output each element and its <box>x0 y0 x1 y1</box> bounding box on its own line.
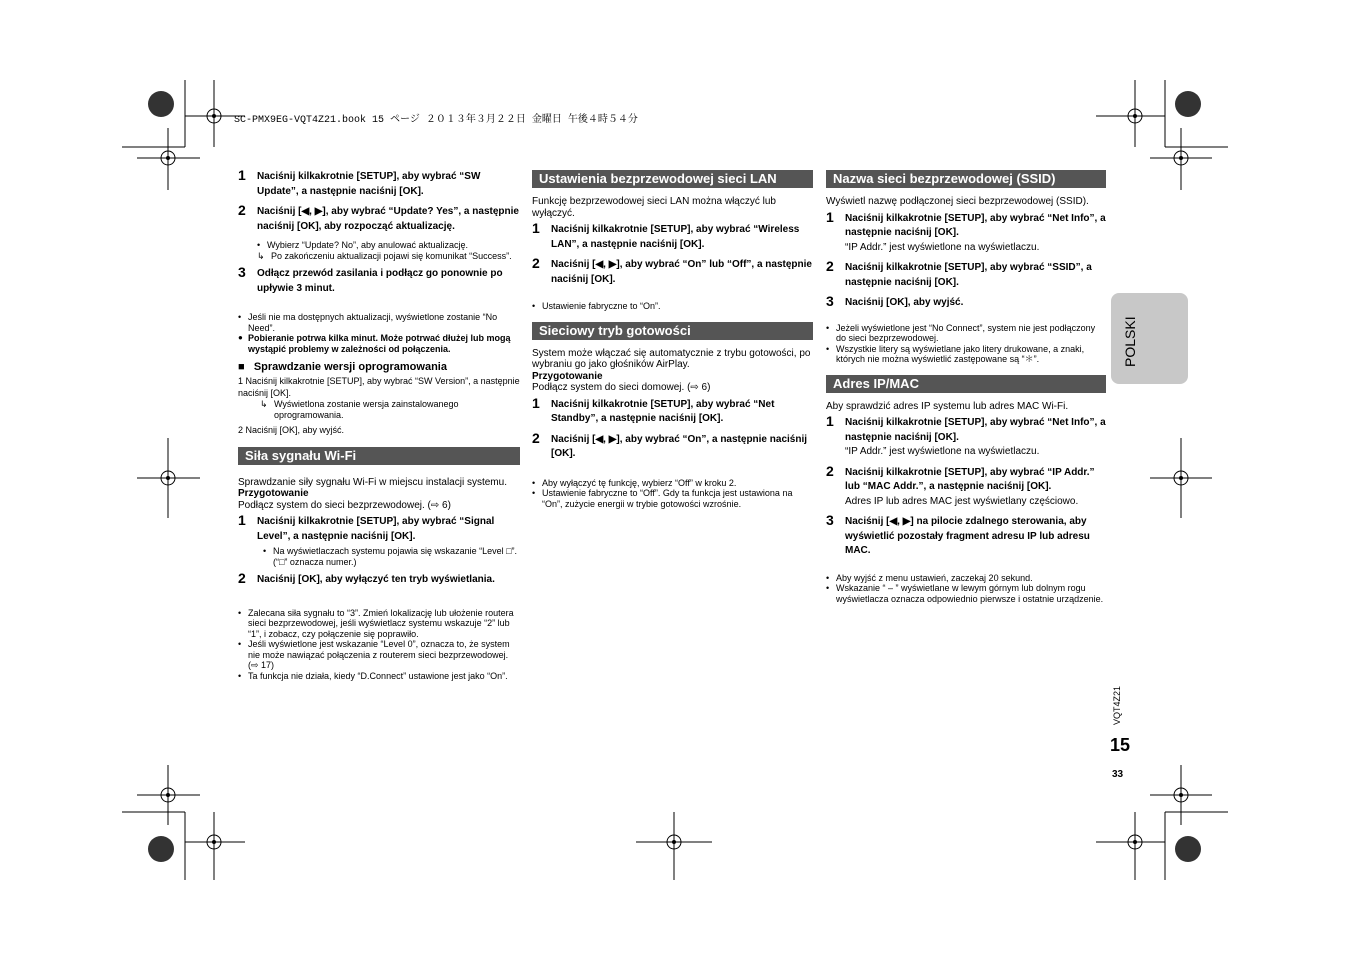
bullet: • Wybierz “Update? No”, aby anulować aktualizację. <box>257 240 520 251</box>
note: • Aby wyjść z menu ustawień, zaczekaj 20 sekund. <box>826 573 1106 584</box>
section-title: Ustawienia bezprzewodowej sieci LAN <box>532 170 813 188</box>
note: • Wskazanie “ – ” wyświetlane w lewym górnym lub dolnym rogu wyświetlacza oznacza odpowiednio pierwsze i ostatnie urządzenie. <box>826 583 1106 604</box>
step-1: 1 Naciśnij kilkakrotnie [SETUP], aby wybrać “SW Update”, a następnie naciśnij [OK]. <box>238 167 481 197</box>
step-1: 1 Naciśnij kilkakrotnie [SETUP], aby wybrać “Wireless LAN”, a następnie naciśnij [OK]. <box>532 220 800 250</box>
step-2: 2 Naciśnij [◀, ▶], aby wybrać “On”, a następnie naciśnij [OK]. <box>532 429 808 459</box>
step-2: 2 Naciśnij [OK], aby wyłączyć ten tryb wyświetlania. <box>238 570 495 586</box>
step-text: Naciśnij kilkakrotnie [SETUP], aby wybrać “IP Addr.” lub “MAC Addr.”, a następnie naciśnij [OK]. <box>845 466 1095 492</box>
note: • Ustawienie fabryczne to “On”. <box>532 301 813 312</box>
note: • Wszystkie litery są wyświetlane jako litery drukowane, a znaki, których nie można wyświetlić zastępowane są “＊”. <box>826 344 1106 365</box>
step-text: Naciśnij kilkakrotnie [SETUP], aby wybrać “Net Info”, a następnie naciśnij [OK]. <box>845 417 1106 443</box>
note: • Ta funkcja nie działa, kiedy “D.Connect” ustawione jest jako “On”. <box>238 671 520 682</box>
step-text: Naciśnij kilkakrotnie [SETUP], aby wybrać “Net Standby”, a następnie naciśnij [OK]. <box>551 398 775 424</box>
note: • Zalecana siła sygnału to “3”. Zmień lokalizację lub ułożenie routera sieci bezprzewodowej, jeśli wyświetlacz systemu wskazuje “2” lub “1”, i zobacz, czy połączenie się poprawiło. <box>238 608 520 640</box>
page-number-total: 33 <box>1112 769 1124 780</box>
document-code: VQT4Z21 <box>1112 685 1122 725</box>
step-2: 2 Naciśnij kilkakrotnie [SETUP], aby wybrać “IP Addr.” lub “MAC Addr.”, a następnie naciśnij [OK]. Adres IP lub adres MAC jest wyświetlany częściowo. <box>826 466 1106 510</box>
step-2: 2 Naciśnij [◀, ▶], aby wybrać “On” lub “Off”, a następnie naciśnij [OK]. <box>532 255 812 285</box>
step-text: Naciśnij [◀, ▶], aby wybrać “On”, a następnie naciśnij [OK]. <box>551 433 808 459</box>
section-intro: Wyświetl nazwę podłączonej sieci bezprzewodowej (SSID). <box>826 196 1089 207</box>
step-result: “IP Addr.” jest wyświetlone na wyświetlaczu. <box>845 446 1040 457</box>
section-title: Adres IP/MAC <box>826 375 1106 393</box>
note: • Aby wyłączyć tę funkcję, wybierz “Off” w kroku 2. <box>532 478 813 489</box>
step-text: Naciśnij kilkakrotnie [SETUP], aby wybrać “Wireless LAN”, a następnie naciśnij [OK]. <box>551 224 800 250</box>
bullet: • Na wyświetlaczach systemu pojawia się wskazanie “Level □”. (“□” oznacza numer.) <box>263 546 520 567</box>
section-title: Nazwa sieci bezprzewodowej (SSID) <box>826 170 1106 188</box>
section-intro: Funkcję bezprzewodowej sieci LAN można włączyć lub wyłączyć. <box>532 196 776 219</box>
sub-arrow: ↳ Wyświetlona zostanie wersja zainstalowanego oprogramowania. <box>260 399 520 420</box>
step-text: Naciśnij [◀, ▶], aby wybrać “Update? Yes”, a następnie naciśnij [OK], aby rozpocząć aktualizację. <box>257 206 519 232</box>
sub-heading-text: Sprawdzanie wersji oprogramowania <box>253 361 447 373</box>
step-1: 1 Naciśnij kilkakrotnie [SETUP], aby wybrać “Signal Level”, a następnie naciśnij [OK]. <box>238 512 495 542</box>
note: • Jeśli wyświetlone jest wskazanie “Level 0”, oznacza to, że system nie może nawiązać połączenia z routerem sieci bezprzewodowej. (⇨ 17) <box>238 639 520 671</box>
column-1 <box>238 167 520 681</box>
column-2 <box>532 170 813 509</box>
step-text: Naciśnij kilkakrotnie [SETUP], aby wybrać “SSID”, a następnie naciśnij [OK]. <box>845 262 1092 288</box>
sub-heading: ■ Sprawdzanie wersji oprogramowania <box>238 361 447 373</box>
step-3: 3 Naciśnij [OK], aby wyjść. <box>826 293 964 309</box>
note: • Jeśli nie ma dostępnych aktualizacji, wyświetlone zostanie “No Need”. <box>238 312 520 333</box>
section-intro: System może włączać się automatycznie z trybu gotowości, po wybraniu go jako głośników AirPlay. <box>532 347 811 370</box>
column-3 <box>826 170 1106 604</box>
step-2: 2 Naciśnij kilkakrotnie [SETUP], aby wybrać “SSID”, a następnie naciśnij [OK]. <box>826 258 1092 288</box>
sub-step-2: 2 Naciśnij [OK], aby wyjść. <box>238 425 345 435</box>
warning-note: ● Pobieranie potrwa kilka minut. Może potrwać dłużej lub mogą wystąpić problemy w zależności od połączenia. <box>238 333 520 354</box>
section-intro: Aby sprawdzić adres IP systemu lub adres MAC Wi-Fi. <box>826 400 1069 412</box>
step-1: 1 Naciśnij kilkakrotnie [SETUP], aby wybrać “Net Info”, a następnie naciśnij [OK]. “IP Addr.” jest wyświetlone na wyświetlaczu. <box>826 212 1106 256</box>
step-text: Naciśnij [◀, ▶] na pilocie zdalnego sterowania, aby wyświetlić pozostały fragment adresu IP lub adresu MAC. <box>845 516 1090 556</box>
note: • Ustawienie fabryczne to “Off”. Gdy ta funkcja jest ustawiona na “On”, zużycie energii w trybie gotowości wzrośnie. <box>532 488 813 509</box>
step-result: “IP Addr.” jest wyświetlone na wyświetlaczu. <box>845 241 1040 253</box>
language-tab-label: POLSKI <box>1122 316 1138 367</box>
arrow-text: Po zakończeniu aktualizacji pojawi się komunikat “Success”. <box>271 250 512 261</box>
section-intro: Sprawdzanie siły sygnału Wi-Fi w miejscu instalacji systemu. <box>238 476 507 488</box>
step-1: 1 Naciśnij kilkakrotnie [SETUP], aby wybrać “Net Standby”, a następnie naciśnij [OK]. <box>532 394 775 424</box>
prep-text: Podłącz system do sieci domowej. (⇨ 6) <box>532 382 711 393</box>
section-title: Sieciowy tryb gotowości <box>532 322 813 340</box>
step-text: Naciśnij [◀, ▶], aby wybrać “On” lub “Off”, a następnie naciśnij [OK]. <box>551 259 812 285</box>
step-result: Adres IP lub adres MAC jest wyświetlany częściowo. <box>845 495 1079 507</box>
step-text: Naciśnij kilkakrotnie [SETUP], aby wybrać “Signal Level”, a następnie naciśnij [OK]. <box>257 516 495 542</box>
print-header: SC-PMX9EG-VQT4Z21.book 15 ページ ２０１３年３月２２日 金曜日 午後４時５４分 <box>234 115 638 126</box>
result-arrow <box>257 251 520 262</box>
step-text: Odłącz przewód zasilania i podłącz go ponownie po upływie 3 minut. <box>257 268 503 294</box>
step-2: 2 Naciśnij [◀, ▶], aby wybrać “Update? Yes”, a następnie naciśnij [OK], aby rozpocząć aktualizację. <box>238 202 519 232</box>
prep-label: Przygotowanie <box>532 370 603 382</box>
step-1: 1 Naciśnij kilkakrotnie [SETUP], aby wybrać “Net Info”, a następnie naciśnij [OK]. “IP Addr.” jest wyświetlone na wyświetlaczu. <box>826 416 1106 460</box>
prep-label: Przygotowanie <box>238 488 309 499</box>
page-number: 15 <box>1110 735 1131 755</box>
section-title: Siła sygnału Wi-Fi <box>238 447 520 465</box>
step-3: 3 Odłącz przewód zasilania i podłącz go ponownie po upływie 3 minut. <box>238 264 503 294</box>
step-text: Naciśnij kilkakrotnie [SETUP], aby wybrać “SW Update”, a następnie naciśnij [OK]. <box>257 171 481 197</box>
step-text: Naciśnij [OK], aby wyjść. <box>845 297 964 308</box>
step-3: 3 Naciśnij [◀, ▶] na pilocie zdalnego sterowania, aby wyświetlić pozostały fragment adresu IP lub adresu MAC. <box>826 512 1090 556</box>
prep-text: Podłącz system do sieci bezprzewodowej. (⇨ 6) <box>238 499 451 511</box>
step-text: Naciśnij [OK], aby wyłączyć ten tryb wyświetlania. <box>257 574 495 585</box>
step-text: Naciśnij kilkakrotnie [SETUP], aby wybrać “Net Info”, a następnie naciśnij [OK]. <box>845 212 1106 238</box>
sub-step-1: 1 Naciśnij kilkakrotnie [SETUP], aby wybrać “SW Version”, a następnie naciśnij [OK]. <box>238 376 520 398</box>
note: • Jeżeli wyświetlone jest “No Connect”, system nie jest podłączony do sieci bezprzewodowej. <box>826 323 1106 344</box>
